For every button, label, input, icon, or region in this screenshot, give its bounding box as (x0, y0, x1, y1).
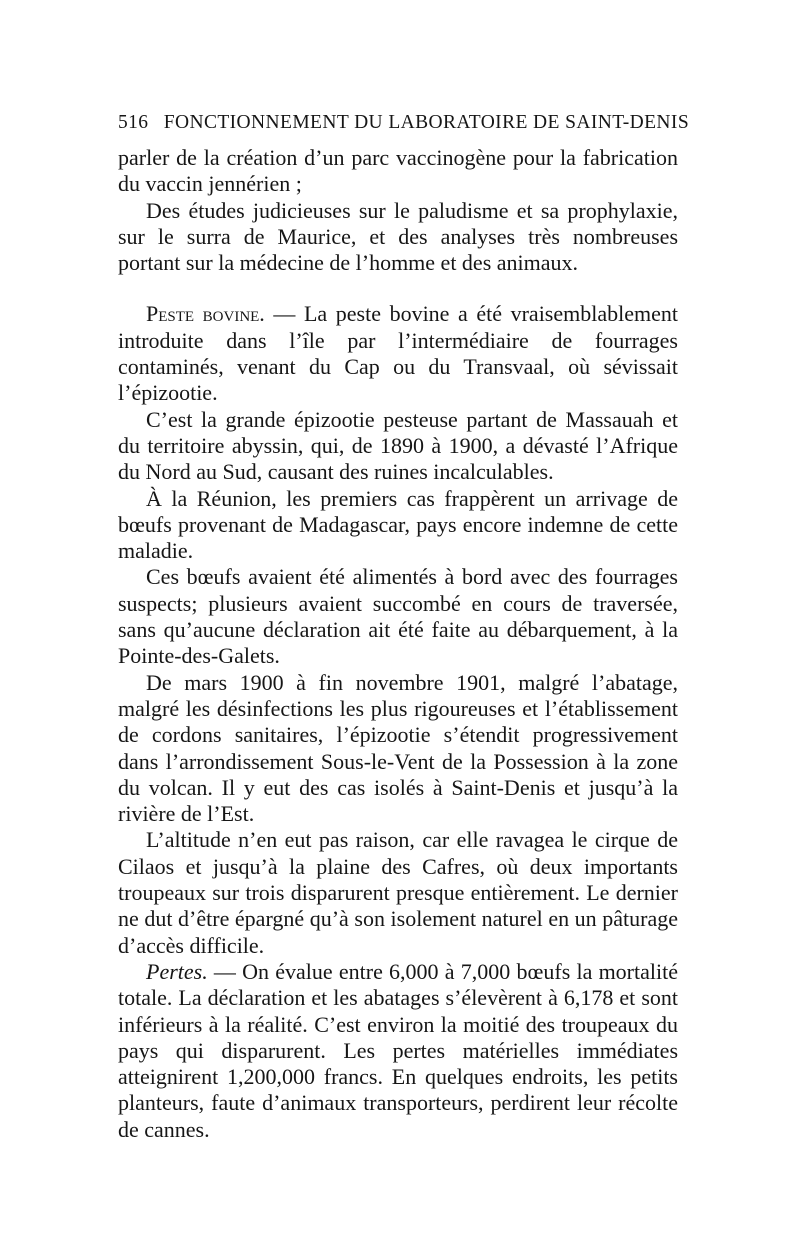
page-number: 516 (118, 112, 149, 133)
paragraph-pertes (118, 959, 678, 1143)
paragraph (118, 407, 678, 486)
paragraph-text: C’est la grande épizootie pesteuse partant de Massauah et du territoire abyssin, qui, de 1890 à 1900, a dévasté l’Afrique du Nord au Sud, causant des ruines incalculables. (118, 406, 678, 485)
page-body (118, 145, 678, 1143)
paragraph-text: De mars 1900 à fin novembre 1901, malgré l’abatage, malgré les désinfections les plus rigoureuses et l’établissement de cordons sanitaires, l’épizootie s’étendit progressivement dans l’arrondissement Sous-le-Vent de la Possession à la zone du volcan. Il y eut des cas isolés à Saint-Denis et jusqu’à la rivière de l’Est. (118, 669, 678, 827)
paragraph-text: parler de la création d’un parc vaccinogène pour la fabrication du vaccin jennérien ; (118, 145, 678, 197)
section-lead-pertes: Pertes. (146, 958, 208, 984)
paragraph-text: Des études judicieuses sur le paludisme et sa prophylaxie, sur le surra de Maurice, et des analyses très nombreuses portant sur la médecine de l’homme et des animaux. (118, 197, 678, 276)
section-lead-peste-bovine: Peste bovine. (146, 301, 265, 327)
paragraph (118, 198, 678, 277)
paragraph-text: Ces bœufs avaient été alimentés à bord avec des fourrages suspects; plusieurs avaient succombé en cours de traversée, sans qu’aucune déclaration ait été faite au débarquement, à la Pointe-des-Galets. (118, 564, 678, 669)
paragraph (118, 670, 678, 828)
paragraph (118, 827, 678, 958)
paragraph-continued (118, 145, 678, 198)
paragraph (118, 564, 678, 669)
running-header (118, 112, 690, 134)
paragraph-text: L’altitude n’en eut pas raison, car elle ravagea le cirque de Cilaos et jusqu’à la plaine des Cafres, où deux importants troupeaux sur trois disparurent presque entièrement. Le dernier ne dut d’être épargné qu’à son isolement naturel en un pâturage d’accès difficile. (118, 827, 678, 958)
paragraph-text: — On évalue entre 6,000 à 7,000 bœufs la mortalité totale. La déclaration et les abatages s’élevèrent à 6,178 et sont inférieurs à la réalité. C’est environ la moitié des troupeaux du pays qui disparurent. Les pertes matérielles immédiates atteignirent 1,200,000 francs. En quelques endroits, les petits planteurs, faute d’animaux transporteurs, perdirent leur récolte de cannes. (118, 958, 678, 1142)
paragraph-text: — La peste bovine a été vraisemblablement introduite dans l’île par l’intermédiaire de fourrages contaminés, venant du Cap ou du Transvaal, où sévissait l’épizootie. (118, 301, 678, 406)
paragraph (118, 486, 678, 565)
running-title: FONCTIONNEMENT DU LABORATOIRE DE SAINT-DENIS (163, 112, 690, 133)
paragraph-text: À la Réunion, les premiers cas frappèrent un arrivage de bœufs provenant de Madagascar, pays encore indemne de cette maladie. (118, 485, 678, 564)
paragraph-peste-bovine (118, 301, 678, 406)
